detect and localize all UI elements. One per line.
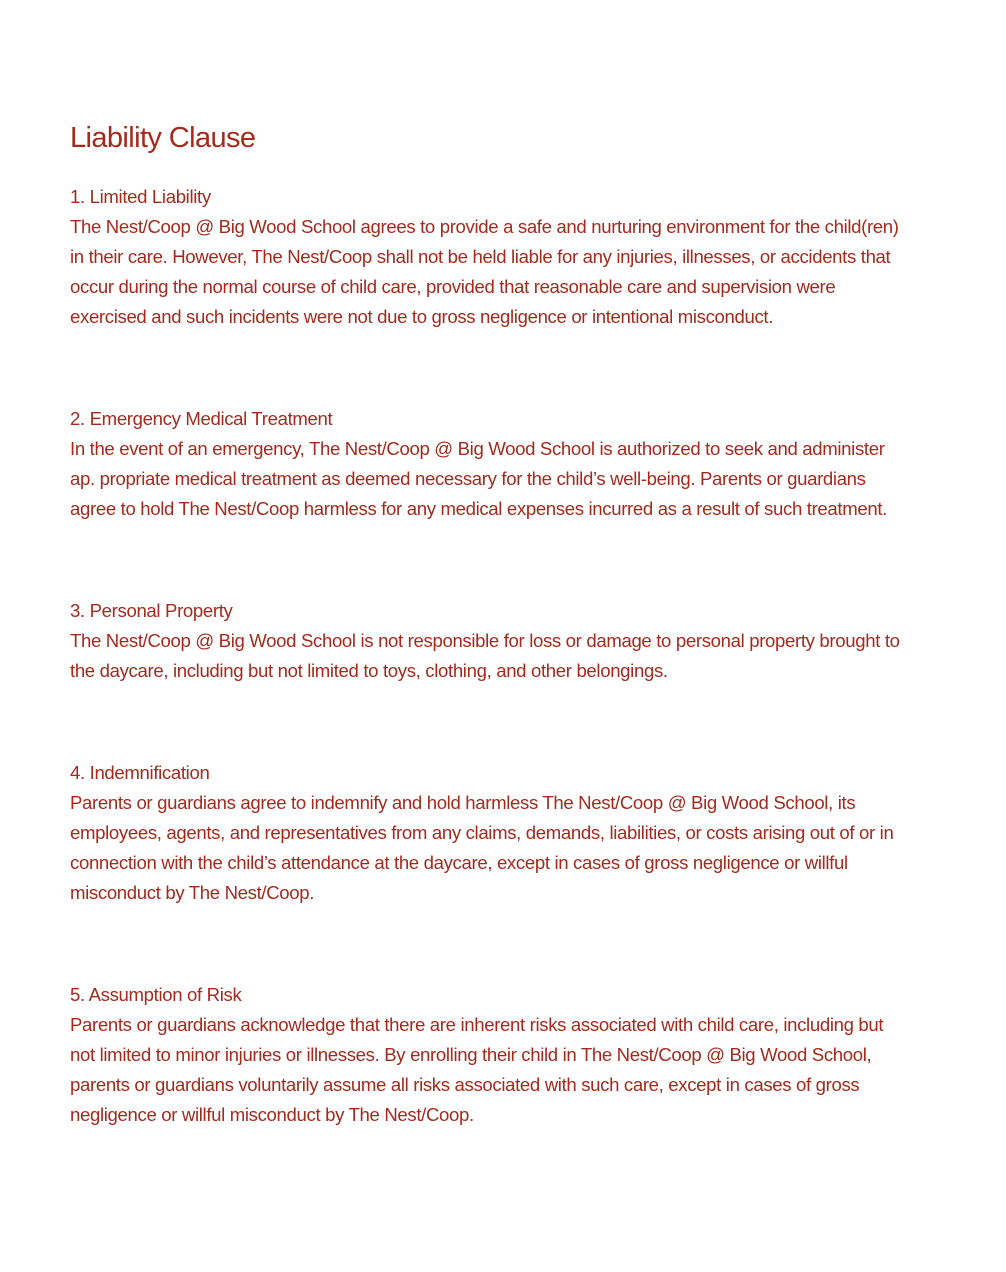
section-body: The Nest/Coop @ Big Wood School is not responsible for loss or damage to personal property brought to the daycare, including but not limited to toys, clothing, and other belongings. [70, 630, 900, 681]
section-body: In the event of an emergency, The Nest/Coop @ Big Wood School is authorized to seek and administer ap. propriate medical treatment as deemed necessary for the child’s well-being. Parents or guardians agree to hold The Nest/Coop harmless for any medical expenses incurred as a result of such treatment. [70, 438, 887, 519]
section-body: Parents or guardians agree to indemnify and hold harmless The Nest/Coop @ Big Wood School, its employees, agents, and representatives from any claims, demands, liabilities, or costs arising out of or in connection with the child’s attendance at the daycare, except in cases of gross negligence or willful misconduct by The Nest/Coop. [70, 792, 894, 903]
section-personal-property [70, 596, 910, 686]
document-title: Liability Clause [70, 122, 256, 154]
section-heading: 2. Emergency Medical Treatment [70, 408, 333, 429]
section-heading: 1. Limited Liability [70, 186, 211, 207]
document-page [70, 118, 910, 1130]
section-heading: 4. Indemnification [70, 762, 210, 783]
section-limited-liability [70, 182, 910, 332]
section-indemnification [70, 758, 910, 908]
section-emergency-medical-treatment [70, 404, 910, 524]
section-heading: 5. Assumption of Risk [70, 984, 242, 1005]
section-body: The Nest/Coop @ Big Wood School agrees to provide a safe and nurturing environment for the child(ren) in their care. However, The Nest/Coop shall not be held liable for any injuries, illnesses, or accidents that occur during the normal course of child care, provided that reasonable care and supervision were exercised and such incidents were not due to gross negligence or intentional misconduct. [70, 216, 899, 327]
section-heading: 3. Personal Property [70, 600, 233, 621]
section-assumption-of-risk [70, 980, 910, 1130]
section-body: Parents or guardians acknowledge that there are inherent risks associated with child care, including but not limited to minor injuries or illnesses. By enrolling their child in The Nest/Coop @ Big Wood School, parents or guardians voluntarily assume all risks associated with such care, except in cases of gross negligence or willful misconduct by The Nest/Coop. [70, 1014, 884, 1125]
